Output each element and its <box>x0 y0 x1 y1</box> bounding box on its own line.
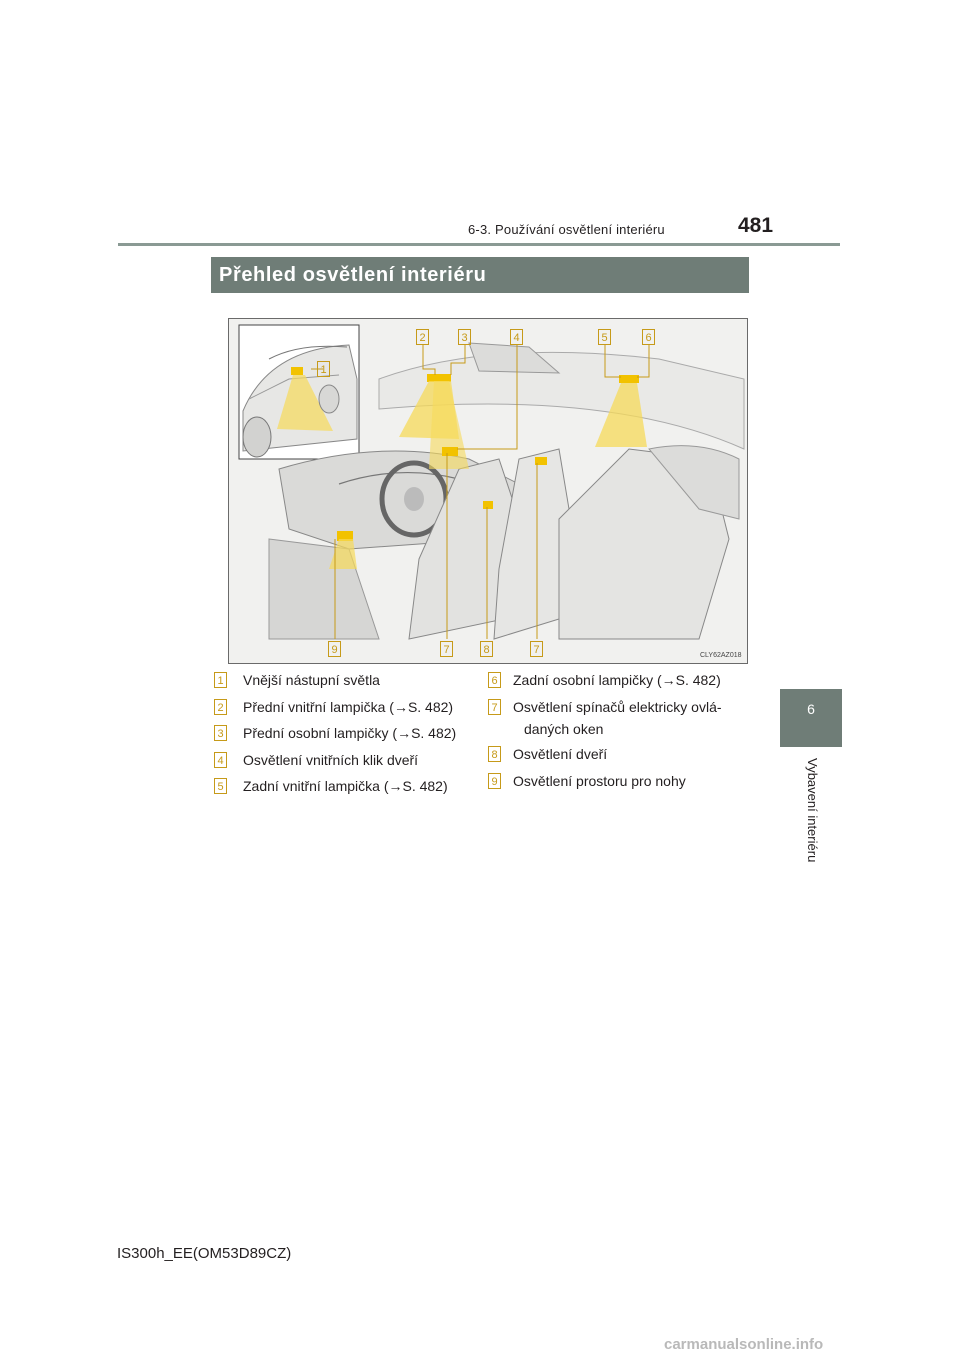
legend-num: 2 <box>214 699 227 715</box>
callout-2: 2 <box>416 329 429 345</box>
legend-text-continued: daných oken <box>524 721 604 737</box>
legend-num: 9 <box>488 773 501 789</box>
legend-num: 8 <box>488 746 501 762</box>
callout-7b: 7 <box>530 641 543 657</box>
legend-text: Vnější nástupní světla <box>243 672 380 688</box>
callout-1: 1 <box>317 361 330 377</box>
chapter-tab <box>780 689 842 747</box>
legend-text: Zadní osobní lampičky (→S. 482) <box>513 672 721 688</box>
watermark: carmanualsonline.info <box>664 1336 824 1353</box>
legend-text: Osvětlení spínačů elektricky ovlá- <box>513 699 722 715</box>
header-section-title: 6-3. Používání osvětlení interiéru <box>468 222 665 237</box>
callout-3: 3 <box>458 329 471 345</box>
callout-7a: 7 <box>440 641 453 657</box>
chapter-number: 6 <box>807 701 815 717</box>
callout-5: 5 <box>598 329 611 345</box>
page-number: 481 <box>738 214 774 237</box>
legend-num: 5 <box>214 778 227 794</box>
callout-8: 8 <box>480 641 493 657</box>
legend-text: Přední vnitřní lampička (→S. 482) <box>243 699 454 715</box>
car-interior-drawing <box>229 319 747 663</box>
callout-9: 9 <box>328 641 341 657</box>
legend-text: Osvětlení prostoru pro nohy <box>513 773 686 789</box>
legend-num: 7 <box>488 699 501 715</box>
callout-4: 4 <box>510 329 523 345</box>
legend-num: 3 <box>214 725 227 741</box>
legend-text: Osvětlení dveří <box>513 746 608 762</box>
section-title-bar: Přehled osvětlení interiéru <box>211 257 749 293</box>
legend-text: Přední osobní lampičky (→S. 482) <box>243 725 457 741</box>
legend-num: 6 <box>488 672 501 688</box>
callout-6: 6 <box>642 329 655 345</box>
chapter-label: Vybavení interiéru <box>805 758 820 863</box>
legend-text: Zadní vnitřní lampička (→S. 482) <box>243 778 448 794</box>
interior-lights-illustration <box>228 318 748 664</box>
figure-code: CLY62AZ018 <box>700 652 742 659</box>
header-rule <box>118 243 840 246</box>
legend-text: Osvětlení vnitřních klik dveří <box>243 752 419 768</box>
legend-num: 4 <box>214 752 227 768</box>
footer-model-code: IS300h_EE(OM53D89CZ) <box>117 1245 292 1262</box>
legend-num: 1 <box>214 672 227 688</box>
